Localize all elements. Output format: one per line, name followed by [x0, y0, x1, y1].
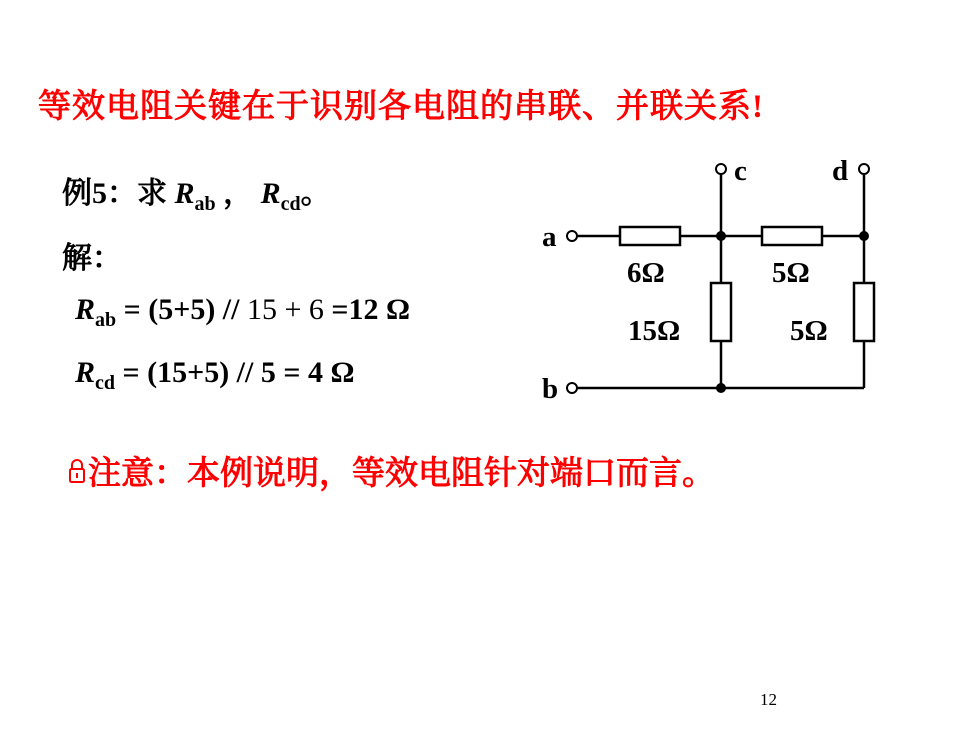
r-symbol: R: [174, 177, 195, 210]
question-prefix: 例5：求: [62, 177, 175, 210]
note-line: [66, 447, 715, 494]
terminal-b-node: [567, 383, 577, 393]
eq1-symbol: R: [75, 293, 96, 326]
page-number: 12: [760, 690, 777, 709]
terminal-d-label: d: [832, 155, 849, 187]
resistor-5-ohm-right: [854, 283, 874, 341]
question-separator: ，: [215, 177, 254, 210]
question-suffix: 。: [300, 177, 331, 210]
terminal-d-node: [859, 164, 869, 174]
terminal-a-label: a: [542, 221, 557, 253]
warning-icon: [66, 456, 88, 493]
terminal-a-node: [567, 231, 577, 241]
terminal-c-label: c: [734, 155, 747, 187]
r-symbol: R: [260, 177, 281, 210]
eq2-text: = (15+5) // 5 = 4 Ω: [115, 356, 355, 389]
junction-c: [716, 231, 726, 241]
eq2-subscript: cd: [95, 372, 116, 394]
terminal-c-node: [716, 164, 726, 174]
headline: 等效电阻关键在于识别各电阻的串联、并联关系!: [38, 89, 764, 125]
eq1-part-c: =12 Ω: [323, 293, 411, 326]
eq1-part-a: = (5+5) //: [116, 293, 247, 326]
eq1-subscript: ab: [95, 309, 117, 331]
subscript-ab: ab: [194, 193, 216, 215]
resistor-5-ohm-top: [762, 227, 822, 245]
junction-b: [716, 383, 726, 393]
resistor-6-ohm-label: 6Ω: [627, 257, 665, 289]
resistor-5-ohm-right-label: 5Ω: [790, 315, 828, 347]
eq1-part-b: 15 + 6: [246, 293, 324, 326]
resistor-5-ohm-top-label: 5Ω: [772, 257, 810, 289]
resistor-6-ohm: [620, 227, 680, 245]
solution-label: 解：: [62, 242, 122, 275]
note-text: 注意：本例说明，等效电阻针对端口而言。: [88, 456, 715, 492]
subscript-cd: cd: [280, 193, 301, 215]
junction-d: [859, 231, 869, 241]
resistor-15-ohm-label: 15Ω: [628, 315, 681, 347]
resistor-15-ohm: [711, 283, 731, 341]
eq2-symbol: R: [75, 356, 96, 389]
terminal-b-label: b: [542, 373, 559, 405]
